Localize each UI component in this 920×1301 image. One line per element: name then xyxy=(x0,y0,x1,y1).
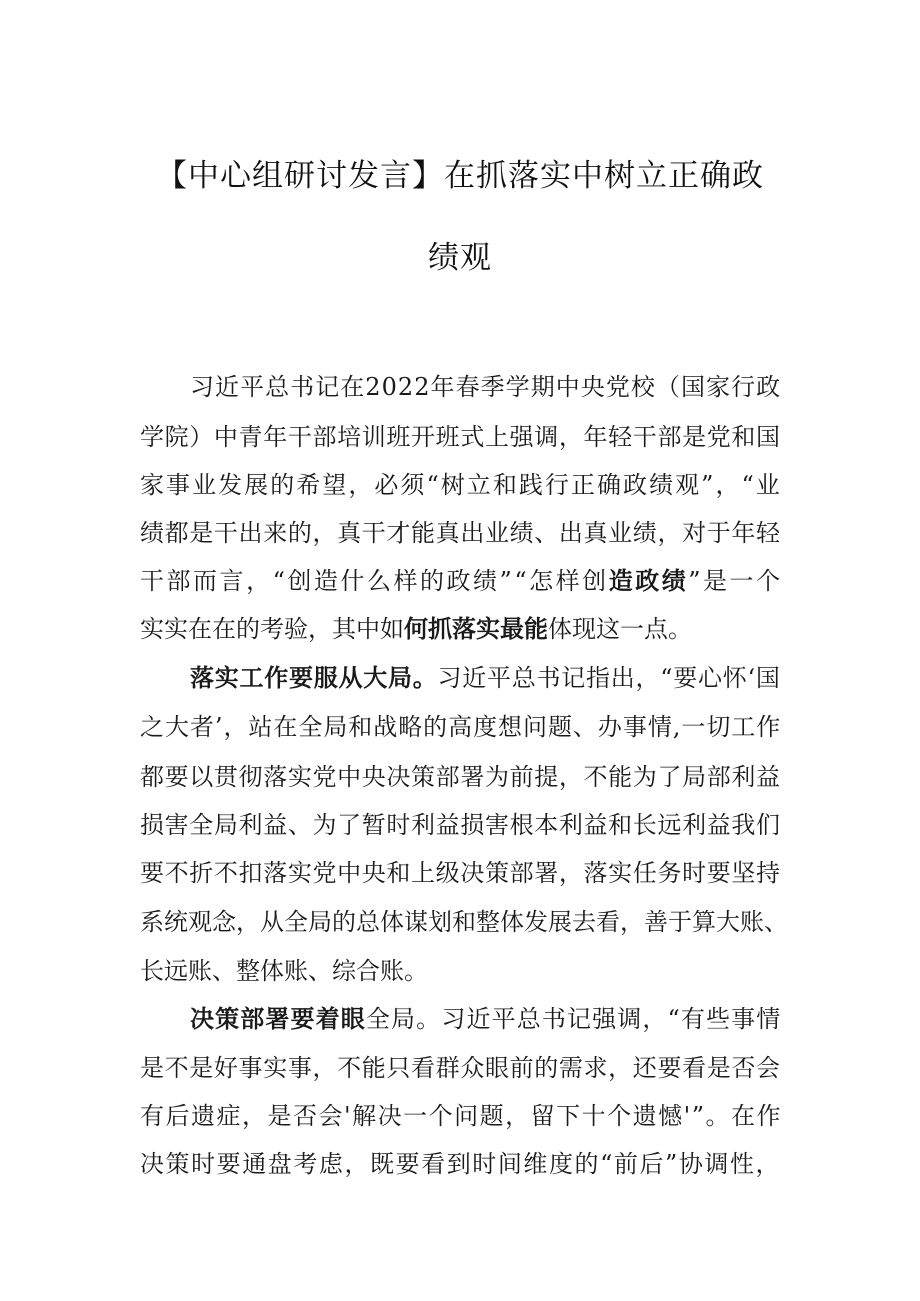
text-span: 实实在在的考验，其中如 xyxy=(140,615,404,643)
body-line xyxy=(140,518,781,548)
body-line xyxy=(140,956,428,986)
text-span: 都要以贯彻落实党中央决策部署为前提，不能为了局部利益 xyxy=(140,763,781,791)
body-line xyxy=(140,566,783,596)
document-title-line-1: 【中心组研讨发言】在抓落实中树立正确政 xyxy=(156,158,764,194)
document-title-line-2: 绩观 xyxy=(428,240,492,276)
body-line xyxy=(190,663,781,693)
text-span: 习近平总书记指出，“要心怀‘国 xyxy=(437,664,781,692)
text-span: 是不是好事实事，不能只看群众眼前的需求，还要看是否会 xyxy=(140,1054,781,1082)
body-line xyxy=(140,470,782,500)
text-span: ”是一个 xyxy=(688,567,783,595)
text-span: 干部而言，“创造什么样的政绩”“怎样创 xyxy=(140,567,609,595)
body-line xyxy=(190,372,781,402)
text-span: 学院）中青年干部培训班开班式上强调，年轻干部是党和国 xyxy=(140,423,781,451)
body-line xyxy=(140,1149,781,1179)
text-span: 系统观念，从全局的总体谋划和整体发展去看，善于算大账、 xyxy=(140,908,788,936)
text-span: 长远账、整体账、综合账。 xyxy=(140,957,428,985)
body-line xyxy=(140,712,781,742)
body-line xyxy=(190,1004,781,1034)
body-line xyxy=(140,907,788,937)
text-span: 要不折不扣落实党中央和上级决策部署，落实任务时要坚持 xyxy=(140,859,781,887)
text-span: 之大者’，站在全局和战略的高度想问题、办事情,一切工作 xyxy=(140,713,782,741)
body-line xyxy=(140,810,781,840)
body-line xyxy=(140,614,692,644)
text-span: 损害全局利益、为了暂时利益损害根本利益和长远利益我们 xyxy=(140,811,781,839)
body-line xyxy=(140,1101,782,1131)
text-span: 决策时要通盘考虑，既要看到时间维度的“前后”协调性， xyxy=(140,1150,782,1178)
text-span: 有后遗症，是否会'解决一个问题，留下十个遗憾'”。在作 xyxy=(140,1102,782,1130)
body-line xyxy=(140,762,781,792)
bold-text: 决策部署要着眼 xyxy=(190,1005,366,1033)
body-line xyxy=(140,858,781,888)
text-span: 绩都是干出来的，真干才能真出业绩、出真业绩，对于年轻 xyxy=(140,519,781,547)
body-line xyxy=(140,1053,781,1083)
bold-text: 造政绩 xyxy=(608,567,689,595)
text-span: 家事业发展的希望，必须“树立和践行正确政绩观”，“业 xyxy=(140,471,782,499)
bold-text: 何抓落实最能 xyxy=(404,615,548,643)
bold-text: 落实工作要服从大局。 xyxy=(190,664,438,692)
body-line xyxy=(140,422,781,452)
text-span: 体现这一点。 xyxy=(548,615,692,643)
text-span: 习近平总书记在2022年春季学期中央党校（国家行政 xyxy=(190,373,782,401)
text-span: 全局。习近平总书记强调，“有些事情 xyxy=(365,1005,782,1033)
